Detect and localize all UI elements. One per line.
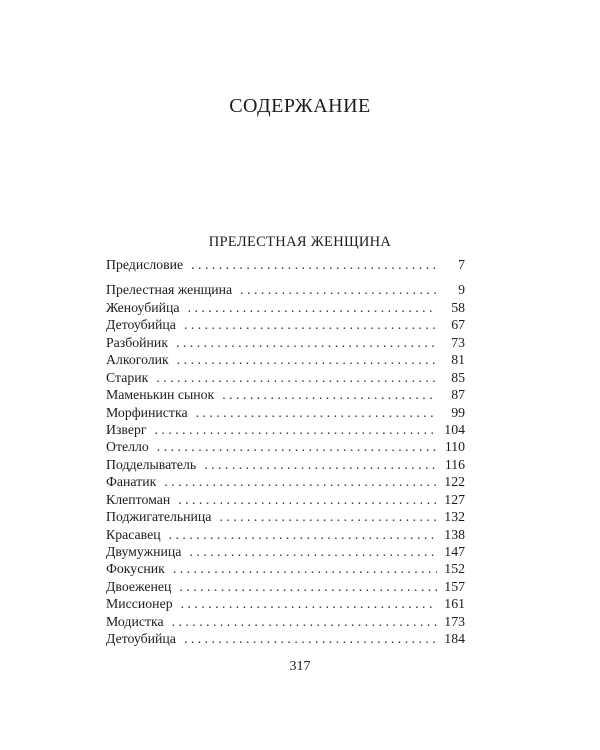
toc-entry-title: Модистка [106,613,164,629]
toc-entry-page: 110 [444,439,465,455]
dot-leader [164,473,437,490]
toc-entry-title: Разбойник [106,334,169,350]
toc-entry-title: Морфинистка [106,404,188,420]
dot-leader [176,334,437,351]
toc-entry-title: Старик [106,369,149,385]
toc-entry-page: 147 [444,544,465,559]
toc-entry-title: Миссионер [106,596,173,612]
page-number: 317 [289,659,311,674]
toc-entry [106,421,465,438]
toc-entry-page: 152 [444,561,465,577]
dot-leader [191,256,437,273]
toc-entry [106,316,465,333]
toc-entry-page: 104 [444,421,465,437]
toc-entry [106,438,465,455]
toc-entry-page: 85 [451,369,465,385]
toc-entry-title: Алкоголик [106,352,169,368]
toc-entry-title: Отелло [106,439,149,455]
toc-entry-page: 9 [458,282,465,298]
dot-leader [188,299,437,316]
toc-entry-title: Маменькин сынок [106,387,215,403]
dot-leader [184,316,437,333]
toc-entry-title: Поджигательница [106,509,212,525]
toc-entry [106,281,465,298]
dot-leader [222,386,437,403]
toc-entry-page: 58 [451,299,465,315]
toc-entry-title: Изверг [106,421,147,437]
toc-entry-title: Красавец [106,526,161,542]
toc-entry [106,334,465,351]
toc-entry-title: Двоеженец [106,578,172,594]
toc-entry [106,560,465,577]
toc-entry-title: Детоубийца [106,631,176,647]
toc-entry-page: 87 [451,387,465,403]
toc-entry [106,256,465,273]
toc-entry-page: 99 [451,404,465,420]
dot-leader [204,456,437,473]
toc-entry [106,508,465,525]
toc-entry [106,543,465,560]
toc-entry-title: Клептоман [106,491,171,507]
dot-leader [189,543,437,560]
dot-leader [240,281,437,298]
dot-leader [219,508,437,525]
toc-entry-title: Фанатик [106,474,157,490]
dot-leader [177,351,437,368]
toc-entry [106,456,465,473]
section-title: ПРЕЛЕСТНАЯ ЖЕНЩИНА [208,234,392,250]
dot-leader [196,404,437,421]
toc-entry [106,613,465,630]
toc-entry-page: 157 [444,578,465,594]
dot-leader [169,526,437,543]
dot-leader [172,613,437,630]
table-of-contents [106,256,465,648]
toc-entry-page: 184 [444,631,465,647]
toc-entry-page: 81 [451,352,465,368]
dot-leader [181,595,437,612]
toc-entry-title: Предисловие [106,257,184,272]
dot-leader [157,438,437,455]
toc-entry-title: Прелестная женщина [106,282,233,298]
toc-entry-page: 7 [458,257,465,272]
toc-entry [106,473,465,490]
dot-leader [184,630,437,647]
toc-entry [106,386,465,403]
toc-entry [106,369,465,386]
toc-entry [106,351,465,368]
page-title: СОДЕРЖАНИЕ [229,95,371,117]
dot-leader [173,560,437,577]
toc-entry-title: Двумужница [106,544,182,559]
toc-entry [106,578,465,595]
toc-entry-page: 173 [444,613,465,629]
toc-entry-page: 116 [444,456,465,472]
toc-entry-page: 138 [444,526,465,542]
dot-leader [156,369,437,386]
toc-entry-title: Подделыватель [106,456,197,472]
toc-entry [106,630,465,647]
toc-entry [106,404,465,421]
toc-entry [106,491,465,508]
toc-entry-page: 67 [451,317,465,333]
toc-entry [106,299,465,316]
toc-entry-title: Детоубийца [106,317,176,333]
toc-entry [106,526,465,543]
toc-entry-page: 127 [444,491,465,507]
dot-leader [179,578,437,595]
toc-entry [106,595,465,612]
dot-leader [155,421,437,438]
toc-entry-page: 132 [444,509,465,525]
dot-leader [178,491,437,508]
toc-entry-title: Женоубийца [106,299,180,315]
toc-entry-title: Фокусник [106,561,165,577]
toc-entry-page: 161 [444,596,465,612]
toc-entry-page: 122 [444,474,465,490]
toc-entry-page: 73 [451,334,465,350]
